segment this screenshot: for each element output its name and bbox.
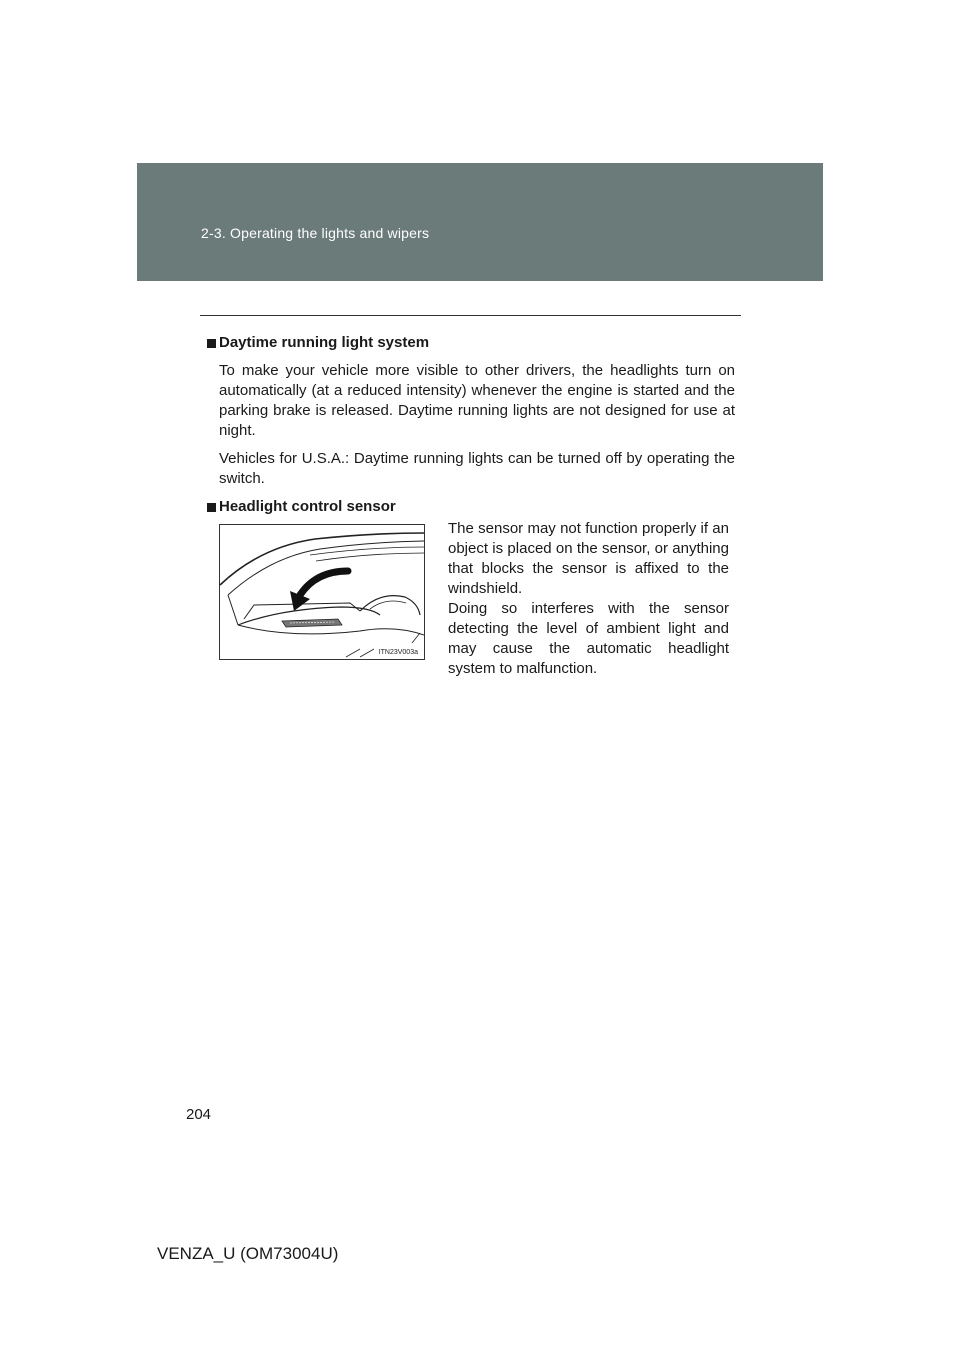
figure-code: ITN23V003a xyxy=(378,649,418,656)
daytime-heading xyxy=(207,333,735,353)
section-title: 2-3. Operating the lights and wipers xyxy=(201,225,430,241)
sensor-paragraph-2: Doing so interferes with the sensor detecting the level of ambient light and may cause the automatic headlight system to malfunction. xyxy=(448,600,729,677)
daytime-heading-text: Daytime running light system xyxy=(219,334,430,351)
header-band xyxy=(137,163,823,281)
sensor-section xyxy=(219,519,735,689)
sensor-paragraph-1: The sensor may not function properly if an object is placed on the sensor, or anything that blocks the sensor is affixed to the windshield. xyxy=(448,520,729,597)
daytime-paragraph-2: Vehicles for U.S.A.: Daytime running lights can be turned off by operating the switch. xyxy=(219,450,735,487)
document-id: VENZA_U (OM73004U) xyxy=(157,1244,339,1263)
main-content xyxy=(207,333,735,525)
divider xyxy=(200,315,741,316)
sensor-description xyxy=(448,519,729,679)
windshield-illustration-svg xyxy=(220,525,424,659)
page-number: 204 xyxy=(186,1106,212,1123)
bullet-square-icon xyxy=(207,503,216,512)
daytime-paragraph-1: To make your vehicle more visible to other drivers, the headlights turn on automatically (at a reduced intensity) whenever the engine is started and the parking brake is released. Daytime running lights are not designed for use at night. xyxy=(219,362,735,439)
sensor-heading xyxy=(207,497,735,517)
sensor-heading-text: Headlight control sensor xyxy=(219,498,396,515)
bullet-square-icon xyxy=(207,339,216,348)
windshield-sensor-illustration xyxy=(219,524,425,660)
